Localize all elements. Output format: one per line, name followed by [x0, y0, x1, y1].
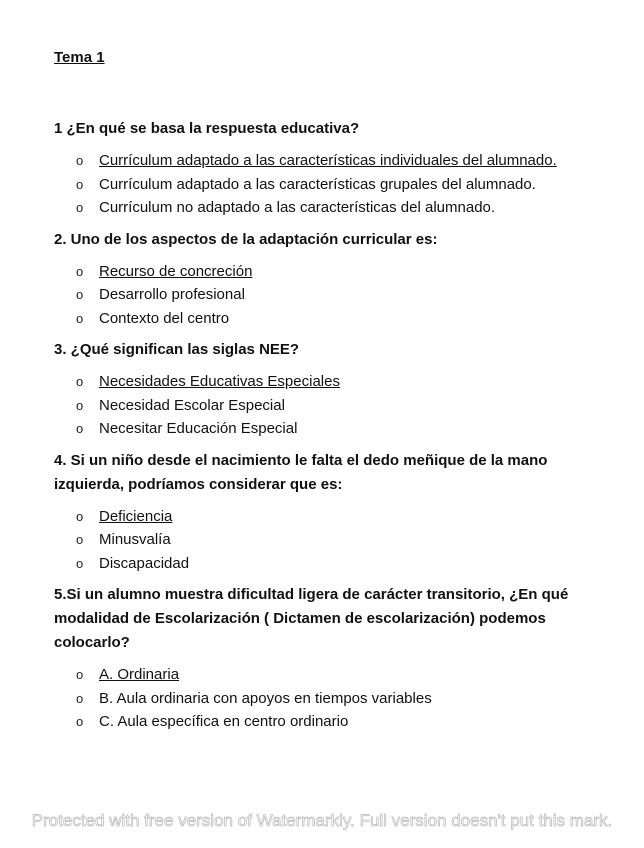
- bullet-icon: o: [76, 310, 84, 326]
- option-list: [54, 505, 614, 576]
- question-text: 2. Uno de los aspectos de la adaptación curricular es:: [54, 230, 438, 248]
- option-correct: [54, 370, 614, 394]
- question-3: [54, 338, 614, 441]
- question-text: 3. ¿Qué significan las siglas NEE?: [54, 341, 300, 358]
- option-list: [54, 149, 614, 220]
- option-text: Recurso de concreción: [99, 262, 253, 280]
- option-correct: [54, 149, 614, 173]
- option: [54, 552, 614, 576]
- option: [54, 307, 614, 331]
- question-text: 4. Si un niño desde el nacimiento le falta el dedo meñique de la mano izquierda, podríamos considerar que es:: [54, 451, 548, 493]
- option-text: B. Aula ordinaria con apoyos en tiempos variables: [99, 689, 432, 707]
- option-text: A. Ordinaria: [99, 666, 180, 683]
- option-text: Currículum adaptado a las características grupales del alumnado.: [99, 175, 536, 193]
- option-correct: [54, 260, 614, 284]
- option-text: Necesidad Escolar Especial: [99, 396, 285, 414]
- bullet-icon: o: [76, 667, 84, 682]
- option-list: [54, 370, 614, 441]
- bullet-icon: o: [76, 176, 84, 192]
- bullet-icon: o: [76, 421, 84, 436]
- option: [54, 417, 614, 441]
- question-4: [54, 449, 614, 576]
- option: [54, 710, 614, 734]
- bullet-icon: o: [76, 690, 84, 706]
- bullet-icon: o: [76, 532, 84, 547]
- option-text: Necesidades Educativas Especiales: [99, 373, 340, 390]
- option-text: Contexto del centro: [99, 309, 230, 327]
- option-list: [54, 663, 614, 734]
- option-text: Discapacidad: [99, 554, 190, 572]
- page-title: Tema 1: [54, 49, 105, 66]
- option: [54, 687, 614, 711]
- option: [54, 283, 614, 307]
- question-text: 5.Si un alumno muestra dificultad ligera de carácter transitorio, ¿En qué modalidad de Escolarización ( Dictamen de escolarización) podemos colocarlo?: [54, 586, 569, 651]
- option-text: C. Aula específica en centro ordinario: [99, 713, 349, 730]
- bullet-icon: o: [76, 153, 84, 168]
- option-correct: [54, 505, 614, 529]
- option-correct: [54, 663, 614, 687]
- bullet-icon: o: [76, 555, 84, 571]
- option: [54, 394, 614, 418]
- option-text: Necesitar Educación Especial: [99, 420, 298, 437]
- option-text: Deficiencia: [99, 507, 173, 525]
- option-text: Currículum adaptado a las características individuales del alumnado.: [99, 152, 557, 169]
- option-text: Minusvalía: [99, 531, 171, 548]
- option-text: Currículum no adaptado a las características del alumnado.: [99, 199, 496, 216]
- question-text: 1 ¿En qué se basa la respuesta educativa?: [54, 120, 360, 137]
- bullet-icon: o: [76, 508, 84, 524]
- option: [54, 196, 614, 220]
- bullet-icon: o: [76, 374, 84, 389]
- bullet-icon: o: [76, 714, 84, 729]
- option-text: Desarrollo profesional: [99, 286, 245, 303]
- watermark-text: Protected with free version of Watermarkly. Full version doesn't put this mark.: [31, 811, 613, 830]
- bullet-icon: o: [76, 397, 84, 413]
- question-list: [54, 117, 614, 742]
- bullet-icon: o: [76, 200, 84, 215]
- option: [54, 173, 614, 197]
- question-2: [54, 228, 614, 331]
- option: [54, 528, 614, 552]
- option-list: [54, 260, 614, 331]
- question-5: [54, 583, 614, 734]
- question-1: [54, 117, 614, 220]
- bullet-icon: o: [76, 263, 84, 279]
- bullet-icon: o: [76, 287, 84, 302]
